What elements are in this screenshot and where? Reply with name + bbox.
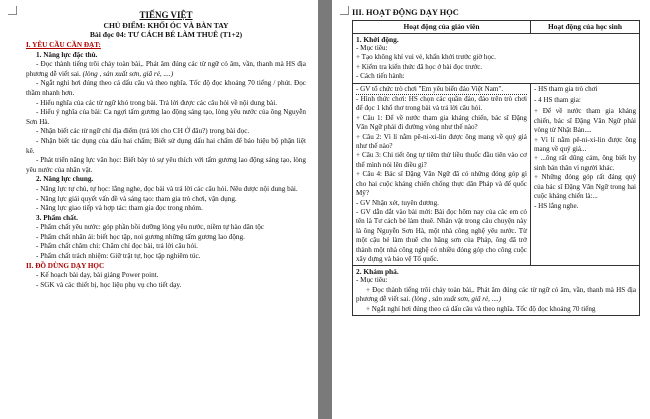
text-line: - Phẩm chất yêu nước: góp phần bồi dưỡng lòng yêu nước, niềm tự hào dân tộc — [36, 223, 264, 232]
subsection-general-competence: 2. Năng lực chung. — [36, 175, 94, 184]
text-line: - Mục tiêu: — [356, 276, 388, 285]
text-line: + Kiểm tra kiến thức đã học ở bài đọc trước. — [356, 62, 483, 71]
page-corner-mark — [8, 6, 17, 15]
text-line: - Năng lực giao tiếp và hợp tác: tham gia đọc trong nhóm. — [36, 204, 203, 213]
text-line: - GV tổ chức trò chơi "Em yêu biển đảo Việt Nam". — [356, 85, 527, 95]
text-line: - Mục tiêu: — [356, 44, 388, 52]
text-line: + Câu 4: Bác sĩ Đặng Văn Ngữ đã có những đóng góp gì cho hai cuộc kháng chiến chống thực dân Pháp và đế quốc Mỹ? — [356, 170, 527, 198]
text-line: - Phẩm chất nhân ái: biết học tập, noi gương những tấm gương lao động. — [36, 232, 245, 241]
section-activities-heading: III. HOẠT ĐỘNG DẠY HỌC — [352, 8, 459, 17]
column-header-student: Hoạt động của học sinh — [530, 21, 639, 34]
activities-table — [352, 20, 640, 316]
section-materials-heading: II. ĐỒ DÙNG DẠY HỌC — [26, 261, 105, 270]
text-line: - GV Nhận xét, tuyên dương. — [356, 198, 439, 207]
text-line: - Đọc thành tiếng trôi chảy toàn bài,. Phát âm đúng các từ ngữ có âm, vần, thanh mà HS địa phương dễ viết sai. (lòng , sản xuất sơn, giã rẻ, ....) — [26, 60, 306, 78]
table-cell — [353, 266, 640, 316]
text-line: - Năng lực giải quyết vấn đề và sáng tạo: tham gia trò chơi, vận dụng. — [36, 194, 237, 203]
section-requirements-heading: I. YÊU CẦU CẦN ĐẠT: — [26, 41, 101, 49]
lesson-title: Bài đọc 04: TƯ CÁCH BÉ LÀM THUÊ (T1+2) — [89, 30, 243, 39]
document-page-right — [332, 0, 650, 419]
text-line: - Nhận biết tác dụng của dấu hai chấm; Biết sử dụng dấu hai chấm để báo hiệu bộ phận liệt kê. — [26, 136, 306, 155]
text-line: + Để về nước tham gia kháng chiến, bác sĩ Đặng Văn Ngữ phải vòng từ Nhật Bản.... — [533, 107, 636, 135]
text-line: - HS lắng nghe. — [533, 201, 579, 210]
text-line: - SGK và các thiết bị, học liệu phụ vụ cho tiết dạy. — [36, 280, 182, 289]
text-line: - Hình thức chơi: HS chọn các quần đảo, đảo trên trò chơi để đọc 1 khổ thơ trong bài và trả lời câu hỏi. — [356, 95, 527, 113]
row-title-warmup: 1. Khởi động. — [356, 35, 399, 44]
text-line: + Ngắt nghỉ hơi đúng theo cá dấu câu và theo nghĩa. Tốc độ đọc khoảng 70 tiếng — [366, 304, 596, 313]
text-line: - HS tham gia trò chơi — [533, 84, 598, 93]
text-line: - Phẩm chất chăm chỉ: Chăm chỉ đọc bài, trả lời câu hỏi. — [36, 242, 198, 251]
theme-title: CHỦ ĐIỂM: KHỐI ÓC VÀ BÀN TAY — [103, 21, 229, 30]
text-line: - Kế hoạch bài dạy, bài giảng Power point. — [36, 271, 159, 280]
table-row — [353, 266, 640, 316]
table-row — [353, 34, 640, 84]
text-line: - Nhận biết các từ ngữ chỉ địa điểm (trả lời cho CH Ở đâu?) trong bài đọc. — [36, 127, 250, 136]
text-line: - Ngắt nghỉ hơi đúng theo cá dấu câu và theo nghĩa. Tốc độ đọc khoảng 70 tiếng / phút. Đọc thầm nhanh hơn. — [26, 79, 306, 97]
text-line: - Hiểu nghĩa của các từ ngữ khó trong bài. Trả lời được các câu hỏi về nội dung bài. — [36, 98, 278, 107]
subsection-qualities: 3. Phẩm chất. — [36, 213, 78, 222]
text-line: + Đọc thành tiếng trôi chảy toàn bài,. Phát âm đúng các từ ngữ có âm, vần, thanh mà HS địa phương dễ viết sai. (lòng , sản xuất sơn, giã rẻ, ....) — [356, 285, 636, 304]
column-header-teacher: Hoạt động của giáo viên — [353, 21, 531, 34]
subject-title: TIẾNG VIỆT — [139, 10, 193, 20]
table-header-row — [353, 21, 640, 34]
table-row — [353, 83, 640, 266]
text-line: + Vì lí nằm pê-ni-xi-lin được ông mang về quý giá... — [533, 135, 636, 154]
table-cell-student — [530, 83, 639, 266]
page-corner-mark — [340, 6, 349, 15]
text-line: + Câu 1: Để về nước tham gia kháng chiến, bác sĩ Đặng Văn Ngữ phải đi đường vòng như thế nào? — [356, 113, 527, 132]
text-line: + Câu 2: Vì lí nằm pê-ni-xi-lin được ông mang về quý giá như thế nào? — [356, 132, 527, 151]
text-line: + Tạo không khí vui vẻ, khấn khởi trước giờ học. — [356, 53, 496, 62]
text-line: - Năng lực tự chủ, tự học: lắng nghe, đọc bài và trả lời các câu hỏi. Nêu được nội dung bài. — [36, 184, 298, 193]
text-line: + Câu 3: Chi tiết ông tự tiêm thử liều thuốc đầu tiên vào cơ thể mình nói lên điều gì? — [356, 151, 527, 169]
text-line: + Những đóng góp rất đáng quý của bác sĩ Đặng Văn Ngữ trong hai cuộc kháng chiến là:... — [533, 173, 636, 201]
table-cell-teacher — [353, 83, 531, 266]
table-cell — [353, 34, 640, 84]
text-line: - 4 HS tham gia: — [533, 96, 581, 105]
text-line: + ...ông rất dũng cảm, ông biết hy sinh bản thân vì người khác. — [533, 154, 636, 172]
text-line: - Phẩm chất trách nhiệm: Giữ trật tự, học tập nghiêm túc. — [36, 252, 201, 261]
text-line: - Phát triển năng lực văn học: Biết bày tỏ sự yêu thích với tấm gương lao động sáng tạo, lòng yêu nước của nhân vật. — [26, 156, 306, 174]
document-page-left — [0, 0, 318, 419]
text-line: - Cách tiến hành: — [356, 72, 405, 81]
row-title-explore: 2. Khám phá. — [356, 267, 399, 277]
text-line: - GV dẫn dắt vào bài mới: Bài đọc hôm nay của các em có tên là Tư cách bé làm thuê. Nhân vật trong câu chuyện này là ông Nguyễn Sơn Hà, một nhà công nghệ yêu nước. Từ một cậu bé làm thuê cho hãng sơn của Pháp, ông đã trở thành một nhà công nghệ có nhiều đóng góp cho công cuộc xây dựng và bảo vệ Tổ quốc. — [356, 207, 527, 263]
subsection-specific-competence: 1. Năng lực đặc thù. — [36, 50, 98, 59]
text-line: - Hiểu ý nghĩa của bài: Ca ngợi tấm gương lao động sáng tạo, lòng yêu nước của ông Nguyễn Sơn Hà. — [26, 108, 306, 126]
